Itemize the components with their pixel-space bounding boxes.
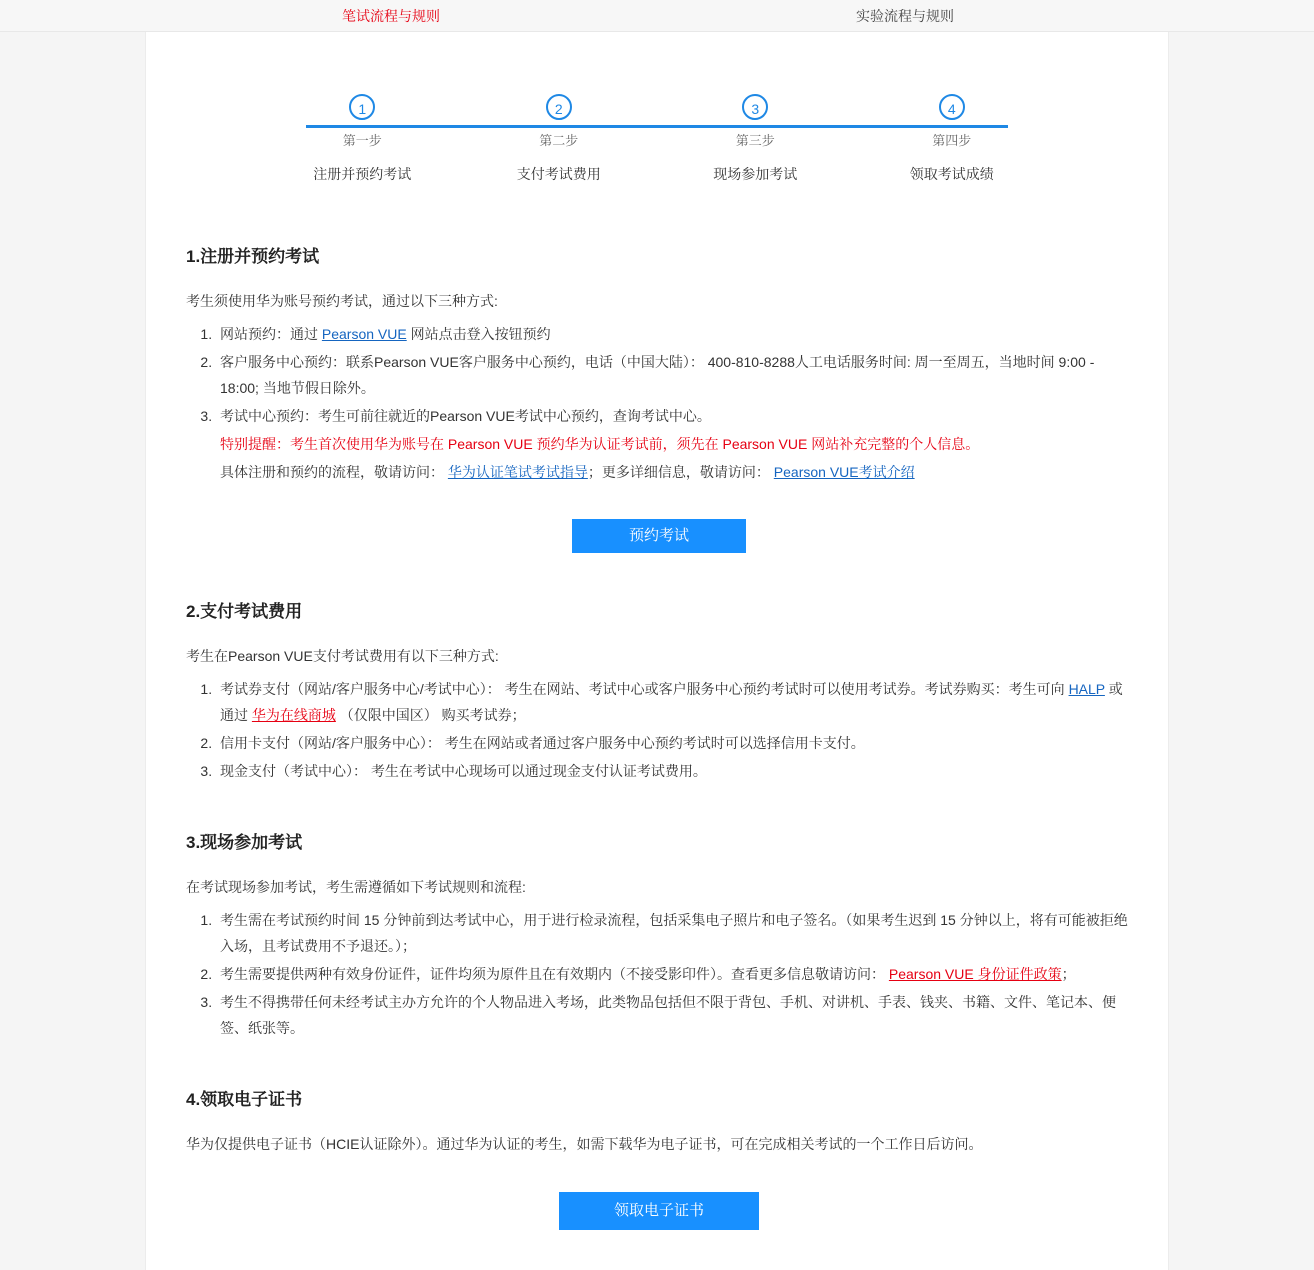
pearson-vue-id-policy-link[interactable]: Pearson VUE 身份证件政策 <box>888 966 1062 982</box>
step-2 <box>461 94 658 184</box>
section-1-intro: 考生须使用华为账号预约考试，通过以下三种方式: <box>186 293 498 309</box>
book-exam-button[interactable]: 预约考试 <box>572 519 746 553</box>
list-item <box>216 403 1132 485</box>
list-item: 3. 考生不得携带任何未经考试主办方允许的个人物品进入考场，此类物品包括但不限于背包、手机、对讲机、手表、钱夹、书籍、文件、笔记本、便签、纸张等。 <box>216 989 1132 1041</box>
section-4-intro: 华为仅提供电子证书（HCIE认证除外）。通过华为认证的考生，如需下载华为电子证书，可在完成相关考试的一个工作日后访问。 <box>186 1136 983 1152</box>
step-1-number: 1 <box>349 94 375 120</box>
tab-bar <box>0 0 1314 32</box>
section-3-item2-text-a: 考生需要提供两种有效身份证件，证件均须为原件且在有效期内（不接受影印件）。查看更多信息敬请访问： <box>220 966 889 982</box>
section-2-list <box>186 676 1132 784</box>
get-certificate-button-wrap <box>186 1192 1132 1230</box>
list-item <box>216 676 1132 728</box>
step-3-title: 现场参加考试 <box>713 166 798 182</box>
section-1-item3-text: 考试中心预约：考生可前往就近的Pearson VUE考试中心预约，查询考试中心。 <box>220 408 711 424</box>
step-2-number: 2 <box>546 94 572 120</box>
section-1-heading: 1.注册并预约考试 <box>186 247 320 266</box>
section-3-intro: 在考试现场参加考试，考生需遵循如下考试规则和流程: <box>186 879 526 895</box>
section-3-item2-text-b: ； <box>1061 966 1076 982</box>
section-2-item1-text-a: 考试券支付（网站/客户服务中心/考试中心）： 考生在网站、考试中心或客户服务中心预约考试时可以使用考试券。考试券购买：考生可向 <box>220 681 1069 697</box>
section-1-extra-info <box>220 459 1132 485</box>
pearson-vue-link[interactable]: Pearson VUE <box>321 326 407 342</box>
page-card <box>145 32 1169 1270</box>
tab-lab-exam[interactable]: 实验流程与规则 <box>856 8 954 24</box>
section-1-extra-text-a: 具体注册和预约的流程，敬请访问： <box>220 464 448 480</box>
list-item: 3. 现金支付（考试中心）： 考生在考试中心现场可以通过现金支付认证考试费用。 <box>216 758 1132 784</box>
step-2-title: 支付考试费用 <box>516 166 601 182</box>
book-exam-button-wrap <box>186 519 1132 553</box>
get-certificate-button[interactable]: 领取电子证书 <box>559 1192 759 1230</box>
section-1-item1-text-b: 网站点击登入按钮预约 <box>406 326 551 342</box>
step-3-number: 3 <box>742 94 768 120</box>
step-4-subtitle: 第四步 <box>932 133 972 148</box>
halp-link[interactable]: HALP <box>1068 681 1105 697</box>
step-2-subtitle: 第二步 <box>539 133 579 148</box>
section-1-list <box>186 321 1132 485</box>
step-4-title: 领取考试成绩 <box>909 166 994 182</box>
huawei-written-exam-guide-link[interactable]: 华为认证笔试考试指导 <box>447 464 588 480</box>
step-1-title: 注册并预约考试 <box>313 166 412 182</box>
pearson-vue-exam-intro-link[interactable]: Pearson VUE考试介绍 <box>773 464 915 480</box>
huawei-online-store-link[interactable]: 华为在线商城 <box>251 707 336 723</box>
section-2-intro: 考生在Pearson VUE支付考试费用有以下三种方式: <box>186 648 499 664</box>
step-4-number: 4 <box>939 94 965 120</box>
list-item <box>216 321 1132 347</box>
step-1 <box>264 94 461 184</box>
list-item: 2. 信用卡支付（网站/客户服务中心）： 考生在网站或者通过客户服务中心预约考试时可以选择信用卡支付。 <box>216 730 1132 756</box>
section-3-list <box>186 907 1132 1041</box>
section-1-special-notice: 特别提醒：考生首次使用华为账号在 Pearson VUE 预约华为认证考试前，须先在 Pearson VUE 网站补充完整的个人信息。 <box>220 436 980 452</box>
section-2-item1-text-b: 或通过 <box>220 681 1123 723</box>
step-1-subtitle: 第一步 <box>342 133 382 148</box>
list-item <box>216 961 1132 987</box>
section-4-heading: 4.领取电子证书 <box>186 1090 303 1109</box>
step-3-subtitle: 第三步 <box>735 133 775 148</box>
section-1-extra-text-b: ；更多详细信息，敬请访问： <box>587 464 774 480</box>
section-3-heading: 3.现场参加考试 <box>186 833 303 852</box>
content-area <box>146 242 1168 1230</box>
section-2-item1-text-c: （仅限中国区） 购买考试券； <box>335 707 526 723</box>
list-item: 2. 客户服务中心预约：联系Pearson VUE客户服务中心预约，电话（中国大陆）： 400-810-8288人工电话服务时间: 周一至周五，当地时间 9:00 - 18:00; 当地节假日除外。 <box>216 349 1132 401</box>
section-2-heading: 2.支付考试费用 <box>186 602 303 621</box>
section-1-item1-text-a: 网站预约：通过 <box>220 326 322 342</box>
tab-written-exam[interactable]: 笔试流程与规则 <box>342 8 440 24</box>
stepper <box>146 32 1168 214</box>
step-3 <box>657 94 854 184</box>
list-item: 1. 考生需在考试预约时间 15 分钟前到达考试中心，用于进行检录流程，包括采集电子照片和电子签名。（如果考生迟到 15 分钟以上，将有可能被拒绝入场，且考试费用不予退还。）； <box>216 907 1132 959</box>
step-4 <box>854 94 1051 184</box>
